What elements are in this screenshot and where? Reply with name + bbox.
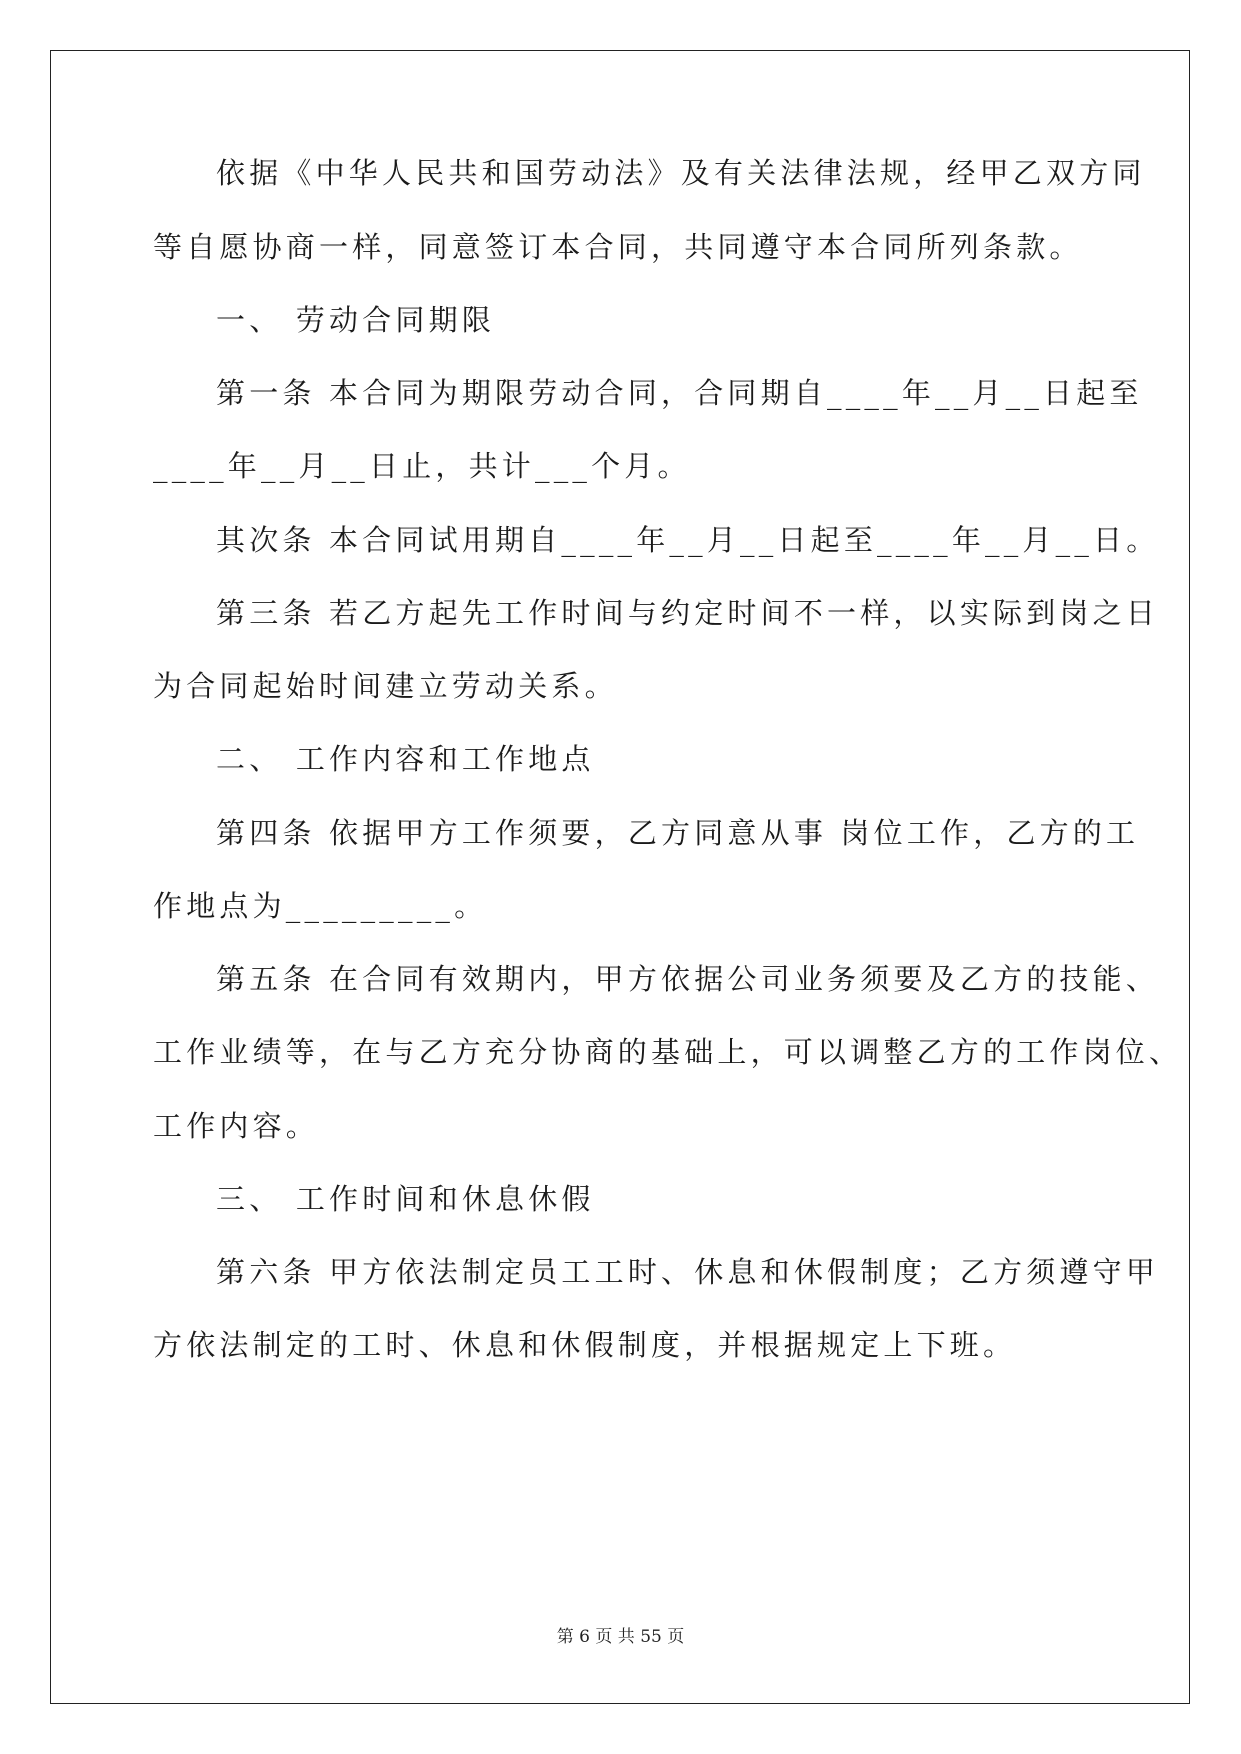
paragraph-line: 第五条 在合同有效期内，甲方依据公司业务须要及乙方的技能、 <box>216 962 1160 996</box>
paragraph-line: 第四条 依据甲方工作须要，乙方同意从事 岗位工作，乙方的工 <box>216 816 1140 850</box>
page-frame <box>50 50 1190 1704</box>
paragraph-line: 工作业绩等，在与乙方充分协商的基础上，可以调整乙方的工作岗位、 <box>153 1035 1183 1069</box>
section-heading: 三、 工作时间和休息休假 <box>216 1182 595 1216</box>
paragraph-line: 为合同起始时间建立劳动关系。 <box>153 669 618 703</box>
section-heading: 一、 劳动合同期限 <box>216 303 496 337</box>
page-number-footer: 第 6 页 共 55 页 <box>556 1627 685 1647</box>
paragraph-line: 等自愿协商一样，同意签订本合同，共同遵守本合同所列条款。 <box>153 230 1083 264</box>
paragraph-line: ____年__月__日止，共计___个月。 <box>153 449 691 483</box>
paragraph-line: 依据《中华人民共和国劳动法》及有关法律法规，经甲乙双方同 <box>216 156 1146 190</box>
paragraph-line: 第一条 本合同为期限劳动合同，合同期自____年__月__日起至 <box>216 376 1143 410</box>
paragraph-line: 第六条 甲方依法制定员工工时、休息和休假制度；乙方须遵守甲 <box>216 1255 1160 1289</box>
paragraph-line: 作地点为_________。 <box>153 889 488 923</box>
paragraph-line: 第三条 若乙方起先工作时间与约定时间不一样，以实际到岗之日 <box>216 596 1160 630</box>
section-heading: 二、 工作内容和工作地点 <box>216 742 595 776</box>
paragraph-line: 工作内容。 <box>153 1109 320 1143</box>
paragraph-line: 其次条 本合同试用期自____年__月__日起至____年__月__日。 <box>216 523 1160 557</box>
paragraph-line: 方依法制定的工时、休息和休假制度，并根据规定上下班。 <box>153 1328 1017 1362</box>
